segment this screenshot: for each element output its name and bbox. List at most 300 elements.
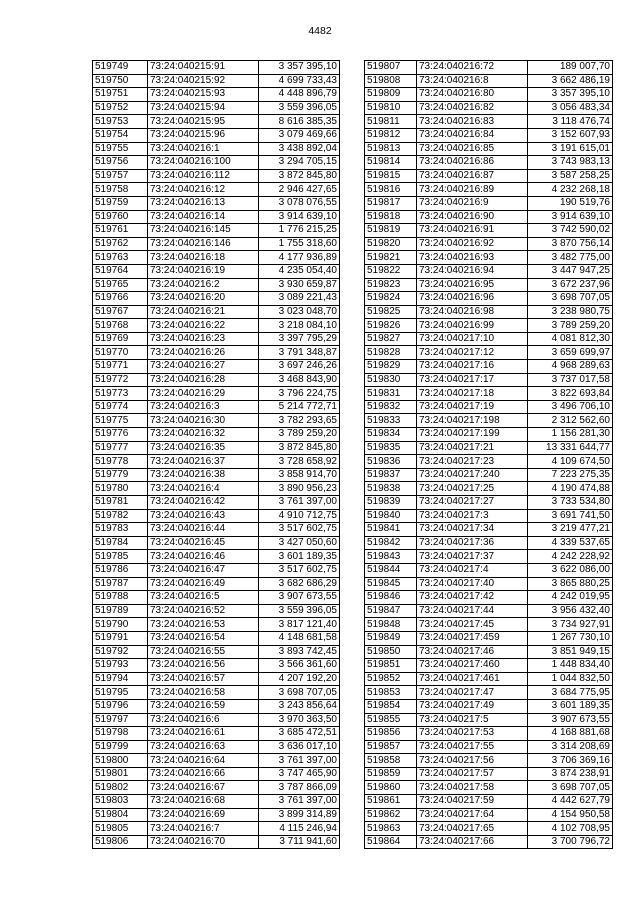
cadastral-number: 73:24:040217:3 xyxy=(417,509,528,523)
table-row xyxy=(93,210,340,224)
cadastral-number: 73:24:040216:82 xyxy=(417,101,528,115)
row-number: 519751 xyxy=(93,88,148,102)
row-number: 519753 xyxy=(93,115,148,129)
table-row xyxy=(93,373,340,387)
cadastral-value: 3 899 314,89 xyxy=(259,808,340,822)
cadastral-value: 3 357 395,10 xyxy=(528,88,613,102)
cadastral-value: 3 438 892,04 xyxy=(259,142,340,156)
cadastral-number: 73:24:040216:70 xyxy=(148,835,259,849)
cadastral-value: 3 872 845,80 xyxy=(259,169,340,183)
table-row xyxy=(365,196,613,210)
table-row xyxy=(93,305,340,319)
row-number: 519773 xyxy=(93,387,148,401)
cadastral-number: 73:24:040216:23 xyxy=(148,332,259,346)
table-row xyxy=(93,74,340,88)
cadastral-number: 73:24:040217:19 xyxy=(417,400,528,414)
cadastral-value: 4 168 881,68 xyxy=(528,727,613,741)
row-number: 519832 xyxy=(365,400,417,414)
cadastral-number: 73:24:040216:1 xyxy=(148,142,259,156)
cadastral-value: 3 218 084,10 xyxy=(259,319,340,333)
table-row xyxy=(365,74,613,88)
table-row xyxy=(93,699,340,713)
cadastral-number: 73:24:040217:198 xyxy=(417,414,528,428)
cadastral-number: 73:24:040216:58 xyxy=(148,686,259,700)
cadastral-value: 3 447 947,25 xyxy=(528,264,613,278)
cadastral-value: 3 219 477,21 xyxy=(528,523,613,537)
table-row xyxy=(365,414,613,428)
cadastral-number: 73:24:040216:98 xyxy=(417,305,528,319)
row-number: 519819 xyxy=(365,224,417,238)
cadastral-number: 73:24:040216:14 xyxy=(148,210,259,224)
cadastral-number: 73:24:040215:94 xyxy=(148,101,259,115)
row-number: 519845 xyxy=(365,577,417,591)
cadastral-value: 3 078 076,55 xyxy=(259,196,340,210)
cadastral-number: 73:24:040216:57 xyxy=(148,672,259,686)
cadastral-value: 3 056 483,34 xyxy=(528,101,613,115)
cadastral-number: 73:24:040216:100 xyxy=(148,156,259,170)
cadastral-number: 73:24:040216:18 xyxy=(148,251,259,265)
cadastral-value: 3 747 465,90 xyxy=(259,767,340,781)
row-number: 519749 xyxy=(93,61,148,75)
table-row xyxy=(93,591,340,605)
cadastral-number: 73:24:040217:40 xyxy=(417,577,528,591)
cadastral-number: 73:24:040216:6 xyxy=(148,713,259,727)
table-row xyxy=(93,237,340,251)
cadastral-number: 73:24:040217:199 xyxy=(417,428,528,442)
cadastral-value: 1 755 318,60 xyxy=(259,237,340,251)
cadastral-number: 73:24:040217:10 xyxy=(417,332,528,346)
row-number: 519862 xyxy=(365,808,417,822)
cadastral-number: 73:24:040217:59 xyxy=(417,795,528,809)
cadastral-number: 73:24:040216:28 xyxy=(148,373,259,387)
row-number: 519858 xyxy=(365,754,417,768)
cadastral-value: 3 791 348,87 xyxy=(259,346,340,360)
cadastral-value: 3 874 238,91 xyxy=(528,767,613,781)
row-number: 519795 xyxy=(93,686,148,700)
cadastral-value: 4 154 950,58 xyxy=(528,808,613,822)
row-number: 519853 xyxy=(365,686,417,700)
cadastral-number: 73:24:040216:53 xyxy=(148,618,259,632)
table-row xyxy=(93,196,340,210)
table-row xyxy=(365,523,613,537)
row-number: 519817 xyxy=(365,196,417,210)
row-number: 519850 xyxy=(365,645,417,659)
cadastral-number: 73:24:040216:67 xyxy=(148,781,259,795)
row-number: 519777 xyxy=(93,441,148,455)
cadastral-table-left xyxy=(92,60,340,849)
row-number: 519849 xyxy=(365,631,417,645)
cadastral-number: 73:24:040217:46 xyxy=(417,645,528,659)
table-row xyxy=(365,781,613,795)
cadastral-number: 73:24:040216:30 xyxy=(148,414,259,428)
row-number: 519772 xyxy=(93,373,148,387)
table-row xyxy=(365,224,613,238)
cadastral-table-right xyxy=(364,60,613,849)
table-row xyxy=(93,822,340,836)
cadastral-value: 3 858 914,70 xyxy=(259,468,340,482)
table-row xyxy=(365,713,613,727)
cadastral-value: 1 448 834,40 xyxy=(528,659,613,673)
cadastral-value: 3 737 017,58 xyxy=(528,373,613,387)
row-number: 519818 xyxy=(365,210,417,224)
table-row xyxy=(93,740,340,754)
row-number: 519827 xyxy=(365,332,417,346)
cadastral-value: 3 152 607,93 xyxy=(528,128,613,142)
cadastral-number: 73:24:040216:54 xyxy=(148,631,259,645)
table-row xyxy=(365,61,613,75)
cadastral-number: 73:24:040216:56 xyxy=(148,659,259,673)
table-row xyxy=(365,455,613,469)
cadastral-value: 4 081 812,30 xyxy=(528,332,613,346)
cadastral-value: 3 907 673,55 xyxy=(528,713,613,727)
cadastral-value: 3 733 534,80 xyxy=(528,496,613,510)
table-row xyxy=(93,88,340,102)
row-number: 519768 xyxy=(93,319,148,333)
cadastral-number: 73:24:040216:63 xyxy=(148,740,259,754)
cadastral-value: 1 776 215,25 xyxy=(259,224,340,238)
table-row xyxy=(93,713,340,727)
cadastral-number: 73:24:040217:58 xyxy=(417,781,528,795)
table-row xyxy=(93,577,340,591)
cadastral-value: 3 243 856,64 xyxy=(259,699,340,713)
row-number: 519797 xyxy=(93,713,148,727)
row-number: 519864 xyxy=(365,835,417,849)
cadastral-value: 3 685 472,51 xyxy=(259,727,340,741)
cadastral-number: 73:24:040215:92 xyxy=(148,74,259,88)
row-number: 519781 xyxy=(93,496,148,510)
table-row xyxy=(93,156,340,170)
table-row xyxy=(93,523,340,537)
cadastral-number: 73:24:040216:35 xyxy=(148,441,259,455)
table-row xyxy=(93,550,340,564)
row-number: 519826 xyxy=(365,319,417,333)
table-row xyxy=(93,387,340,401)
cadastral-number: 73:24:040217:44 xyxy=(417,604,528,618)
row-number: 519851 xyxy=(365,659,417,673)
cadastral-value: 4 102 708,95 xyxy=(528,822,613,836)
row-number: 519754 xyxy=(93,128,148,142)
table-row xyxy=(365,319,613,333)
table-row xyxy=(365,251,613,265)
row-number: 519807 xyxy=(365,61,417,75)
cadastral-value: 3 636 017,10 xyxy=(259,740,340,754)
table-row xyxy=(365,128,613,142)
cadastral-number: 73:24:040217:461 xyxy=(417,672,528,686)
row-number: 519782 xyxy=(93,509,148,523)
table-row xyxy=(365,604,613,618)
cadastral-number: 73:24:040216:90 xyxy=(417,210,528,224)
row-number: 519835 xyxy=(365,441,417,455)
table-row xyxy=(93,795,340,809)
row-number: 519778 xyxy=(93,455,148,469)
cadastral-value: 4 699 733,43 xyxy=(259,74,340,88)
table-row xyxy=(93,61,340,75)
cadastral-number: 73:24:040215:95 xyxy=(148,115,259,129)
cadastral-number: 73:24:040217:4 xyxy=(417,563,528,577)
table-row xyxy=(365,387,613,401)
row-number: 519834 xyxy=(365,428,417,442)
cadastral-number: 73:24:040217:460 xyxy=(417,659,528,673)
table-row xyxy=(365,496,613,510)
row-number: 519794 xyxy=(93,672,148,686)
cadastral-value: 2 946 427,65 xyxy=(259,183,340,197)
cadastral-value: 8 616 385,35 xyxy=(259,115,340,129)
table-row xyxy=(93,659,340,673)
cadastral-value: 3 566 361,60 xyxy=(259,659,340,673)
cadastral-number: 73:24:040217:459 xyxy=(417,631,528,645)
table-row xyxy=(365,686,613,700)
cadastral-number: 73:24:040216:47 xyxy=(148,563,259,577)
cadastral-number: 73:24:040217:64 xyxy=(417,808,528,822)
cadastral-value: 3 023 048,70 xyxy=(259,305,340,319)
cadastral-value: 3 782 293,65 xyxy=(259,414,340,428)
row-number: 519848 xyxy=(365,618,417,632)
table-row xyxy=(93,441,340,455)
cadastral-value: 4 242 228,92 xyxy=(528,550,613,564)
table-row xyxy=(93,278,340,292)
row-number: 519857 xyxy=(365,740,417,754)
table-row xyxy=(365,618,613,632)
cadastral-number: 73:24:040217:21 xyxy=(417,441,528,455)
row-number: 519804 xyxy=(93,808,148,822)
cadastral-number: 73:24:040216:38 xyxy=(148,468,259,482)
cadastral-value: 4 242 019,95 xyxy=(528,591,613,605)
table-row xyxy=(365,441,613,455)
cadastral-number: 73:24:040215:93 xyxy=(148,88,259,102)
row-number: 519761 xyxy=(93,224,148,238)
cadastral-number: 73:24:040216:95 xyxy=(417,278,528,292)
cadastral-number: 73:24:040216:93 xyxy=(417,251,528,265)
cadastral-value: 3 079 469,66 xyxy=(259,128,340,142)
cadastral-number: 73:24:040216:69 xyxy=(148,808,259,822)
cadastral-value: 3 734 927,91 xyxy=(528,618,613,632)
cadastral-value: 3 559 396,05 xyxy=(259,101,340,115)
table-row xyxy=(365,88,613,102)
cadastral-number: 73:24:040217:47 xyxy=(417,686,528,700)
table-row xyxy=(365,822,613,836)
table-row xyxy=(93,631,340,645)
cadastral-value: 3 427 050,60 xyxy=(259,536,340,550)
row-number: 519822 xyxy=(365,264,417,278)
cadastral-value: 3 870 756,14 xyxy=(528,237,613,251)
cadastral-value: 3 907 673,55 xyxy=(259,591,340,605)
table-row xyxy=(365,210,613,224)
cadastral-number: 73:24:040217:23 xyxy=(417,455,528,469)
cadastral-number: 73:24:040216:4 xyxy=(148,482,259,496)
row-number: 519824 xyxy=(365,292,417,306)
cadastral-number: 73:24:040217:34 xyxy=(417,523,528,537)
cadastral-number: 73:24:040216:29 xyxy=(148,387,259,401)
table-row xyxy=(93,482,340,496)
table-row xyxy=(365,672,613,686)
cadastral-value: 3 698 707,05 xyxy=(528,292,613,306)
row-number: 519758 xyxy=(93,183,148,197)
table-row xyxy=(365,754,613,768)
cadastral-value: 3 742 590,02 xyxy=(528,224,613,238)
cadastral-number: 73:24:040217:18 xyxy=(417,387,528,401)
row-number: 519793 xyxy=(93,659,148,673)
cadastral-value: 3 468 843,90 xyxy=(259,373,340,387)
table-row xyxy=(365,767,613,781)
cadastral-number: 73:24:040216:59 xyxy=(148,699,259,713)
table-row xyxy=(93,224,340,238)
cadastral-value: 3 587 258,25 xyxy=(528,169,613,183)
cadastral-value: 3 956 432,40 xyxy=(528,604,613,618)
cadastral-value: 3 817 121,40 xyxy=(259,618,340,632)
table-row xyxy=(93,183,340,197)
row-number: 519846 xyxy=(365,591,417,605)
cadastral-number: 73:24:040217:49 xyxy=(417,699,528,713)
row-number: 519861 xyxy=(365,795,417,809)
row-number: 519814 xyxy=(365,156,417,170)
table-row xyxy=(365,346,613,360)
cadastral-number: 73:24:040216:12 xyxy=(148,183,259,197)
cadastral-value: 4 177 936,89 xyxy=(259,251,340,265)
cadastral-number: 73:24:040216:21 xyxy=(148,305,259,319)
row-number: 519828 xyxy=(365,346,417,360)
row-number: 519854 xyxy=(365,699,417,713)
row-number: 519764 xyxy=(93,264,148,278)
cadastral-value: 3 659 699,97 xyxy=(528,346,613,360)
row-number: 519803 xyxy=(93,795,148,809)
table-row xyxy=(365,101,613,115)
cadastral-number: 73:24:040216:94 xyxy=(417,264,528,278)
table-row xyxy=(93,672,340,686)
cadastral-number: 73:24:040215:96 xyxy=(148,128,259,142)
cadastral-number: 73:24:040217:240 xyxy=(417,468,528,482)
cadastral-number: 73:24:040216:61 xyxy=(148,727,259,741)
table-row xyxy=(93,781,340,795)
cadastral-number: 73:24:040216:80 xyxy=(417,88,528,102)
row-number: 519791 xyxy=(93,631,148,645)
row-number: 519811 xyxy=(365,115,417,129)
row-number: 519838 xyxy=(365,482,417,496)
row-number: 519766 xyxy=(93,292,148,306)
cadastral-number: 73:24:040216:9 xyxy=(417,196,528,210)
table-row xyxy=(365,482,613,496)
cadastral-number: 73:24:040216:22 xyxy=(148,319,259,333)
row-number: 519813 xyxy=(365,142,417,156)
cadastral-value: 3 397 795,29 xyxy=(259,332,340,346)
cadastral-number: 73:24:040216:20 xyxy=(148,292,259,306)
row-number: 519820 xyxy=(365,237,417,251)
cadastral-value: 3 893 742,45 xyxy=(259,645,340,659)
row-number: 519771 xyxy=(93,360,148,374)
cadastral-number: 73:24:040216:37 xyxy=(148,455,259,469)
row-number: 519840 xyxy=(365,509,417,523)
row-number: 519756 xyxy=(93,156,148,170)
cadastral-value: 3 872 845,80 xyxy=(259,441,340,455)
table-row xyxy=(365,631,613,645)
row-number: 519755 xyxy=(93,142,148,156)
cadastral-value: 3 238 980,75 xyxy=(528,305,613,319)
cadastral-value: 3 118 476,74 xyxy=(528,115,613,129)
cadastral-value: 3 517 602,75 xyxy=(259,523,340,537)
row-number: 519752 xyxy=(93,101,148,115)
cadastral-value: 4 235 054,40 xyxy=(259,264,340,278)
cadastral-number: 73:24:040217:37 xyxy=(417,550,528,564)
row-number: 519844 xyxy=(365,563,417,577)
cadastral-value: 4 442 627,79 xyxy=(528,795,613,809)
cadastral-value: 3 559 396,05 xyxy=(259,604,340,618)
table-row xyxy=(365,740,613,754)
row-number: 519769 xyxy=(93,332,148,346)
cadastral-value: 3 761 397,00 xyxy=(259,754,340,768)
table-row xyxy=(365,795,613,809)
table-row xyxy=(365,563,613,577)
row-number: 519810 xyxy=(365,101,417,115)
cadastral-value: 189 007,70 xyxy=(528,61,613,75)
table-row xyxy=(93,101,340,115)
table-row xyxy=(93,808,340,822)
table-row xyxy=(365,468,613,482)
table-row xyxy=(365,156,613,170)
cadastral-value: 3 789 259,20 xyxy=(259,428,340,442)
table-row xyxy=(93,400,340,414)
cadastral-value: 4 148 681,58 xyxy=(259,631,340,645)
row-number: 519831 xyxy=(365,387,417,401)
cadastral-value: 4 115 246,94 xyxy=(259,822,340,836)
cadastral-number: 73:24:040216:84 xyxy=(417,128,528,142)
row-number: 519784 xyxy=(93,536,148,550)
cadastral-value: 3 789 259,20 xyxy=(528,319,613,333)
row-number: 519770 xyxy=(93,346,148,360)
cadastral-value: 3 622 086,00 xyxy=(528,563,613,577)
cadastral-value: 3 761 397,00 xyxy=(259,496,340,510)
row-number: 519779 xyxy=(93,468,148,482)
row-number: 519833 xyxy=(365,414,417,428)
cadastral-number: 73:24:040216:99 xyxy=(417,319,528,333)
table-row xyxy=(93,645,340,659)
table-row xyxy=(365,835,613,849)
row-number: 519775 xyxy=(93,414,148,428)
cadastral-number: 73:24:040216:52 xyxy=(148,604,259,618)
row-number: 519841 xyxy=(365,523,417,537)
cadastral-value: 3 314 208,69 xyxy=(528,740,613,754)
row-number: 519789 xyxy=(93,604,148,618)
cadastral-number: 73:24:040216:145 xyxy=(148,224,259,238)
table-row xyxy=(93,468,340,482)
cadastral-value: 3 672 237,96 xyxy=(528,278,613,292)
cadastral-value: 4 968 289,63 xyxy=(528,360,613,374)
cadastral-number: 73:24:040216:49 xyxy=(148,577,259,591)
cadastral-value: 3 697 246,26 xyxy=(259,360,340,374)
cadastral-value: 3 890 956,23 xyxy=(259,482,340,496)
table-row xyxy=(365,400,613,414)
cadastral-number: 73:24:040216:26 xyxy=(148,346,259,360)
cadastral-number: 73:24:040217:53 xyxy=(417,727,528,741)
cadastral-number: 73:24:040216:89 xyxy=(417,183,528,197)
cadastral-number: 73:24:040217:25 xyxy=(417,482,528,496)
cadastral-value: 3 294 705,15 xyxy=(259,156,340,170)
row-number: 519757 xyxy=(93,169,148,183)
cadastral-value: 7 223 275,35 xyxy=(528,468,613,482)
cadastral-value: 3 761 397,00 xyxy=(259,795,340,809)
cadastral-number: 73:24:040217:17 xyxy=(417,373,528,387)
cadastral-value: 1 267 730,10 xyxy=(528,631,613,645)
cadastral-value: 3 662 486,19 xyxy=(528,74,613,88)
cadastral-value: 3 482 775,00 xyxy=(528,251,613,265)
table-row xyxy=(365,183,613,197)
row-number: 519783 xyxy=(93,523,148,537)
row-number: 519823 xyxy=(365,278,417,292)
cadastral-number: 73:24:040216:64 xyxy=(148,754,259,768)
cadastral-value: 3 865 880,25 xyxy=(528,577,613,591)
row-number: 519847 xyxy=(365,604,417,618)
cadastral-value: 3 517 602,75 xyxy=(259,563,340,577)
cadastral-value: 3 914 639,10 xyxy=(528,210,613,224)
cadastral-value: 3 682 686,29 xyxy=(259,577,340,591)
